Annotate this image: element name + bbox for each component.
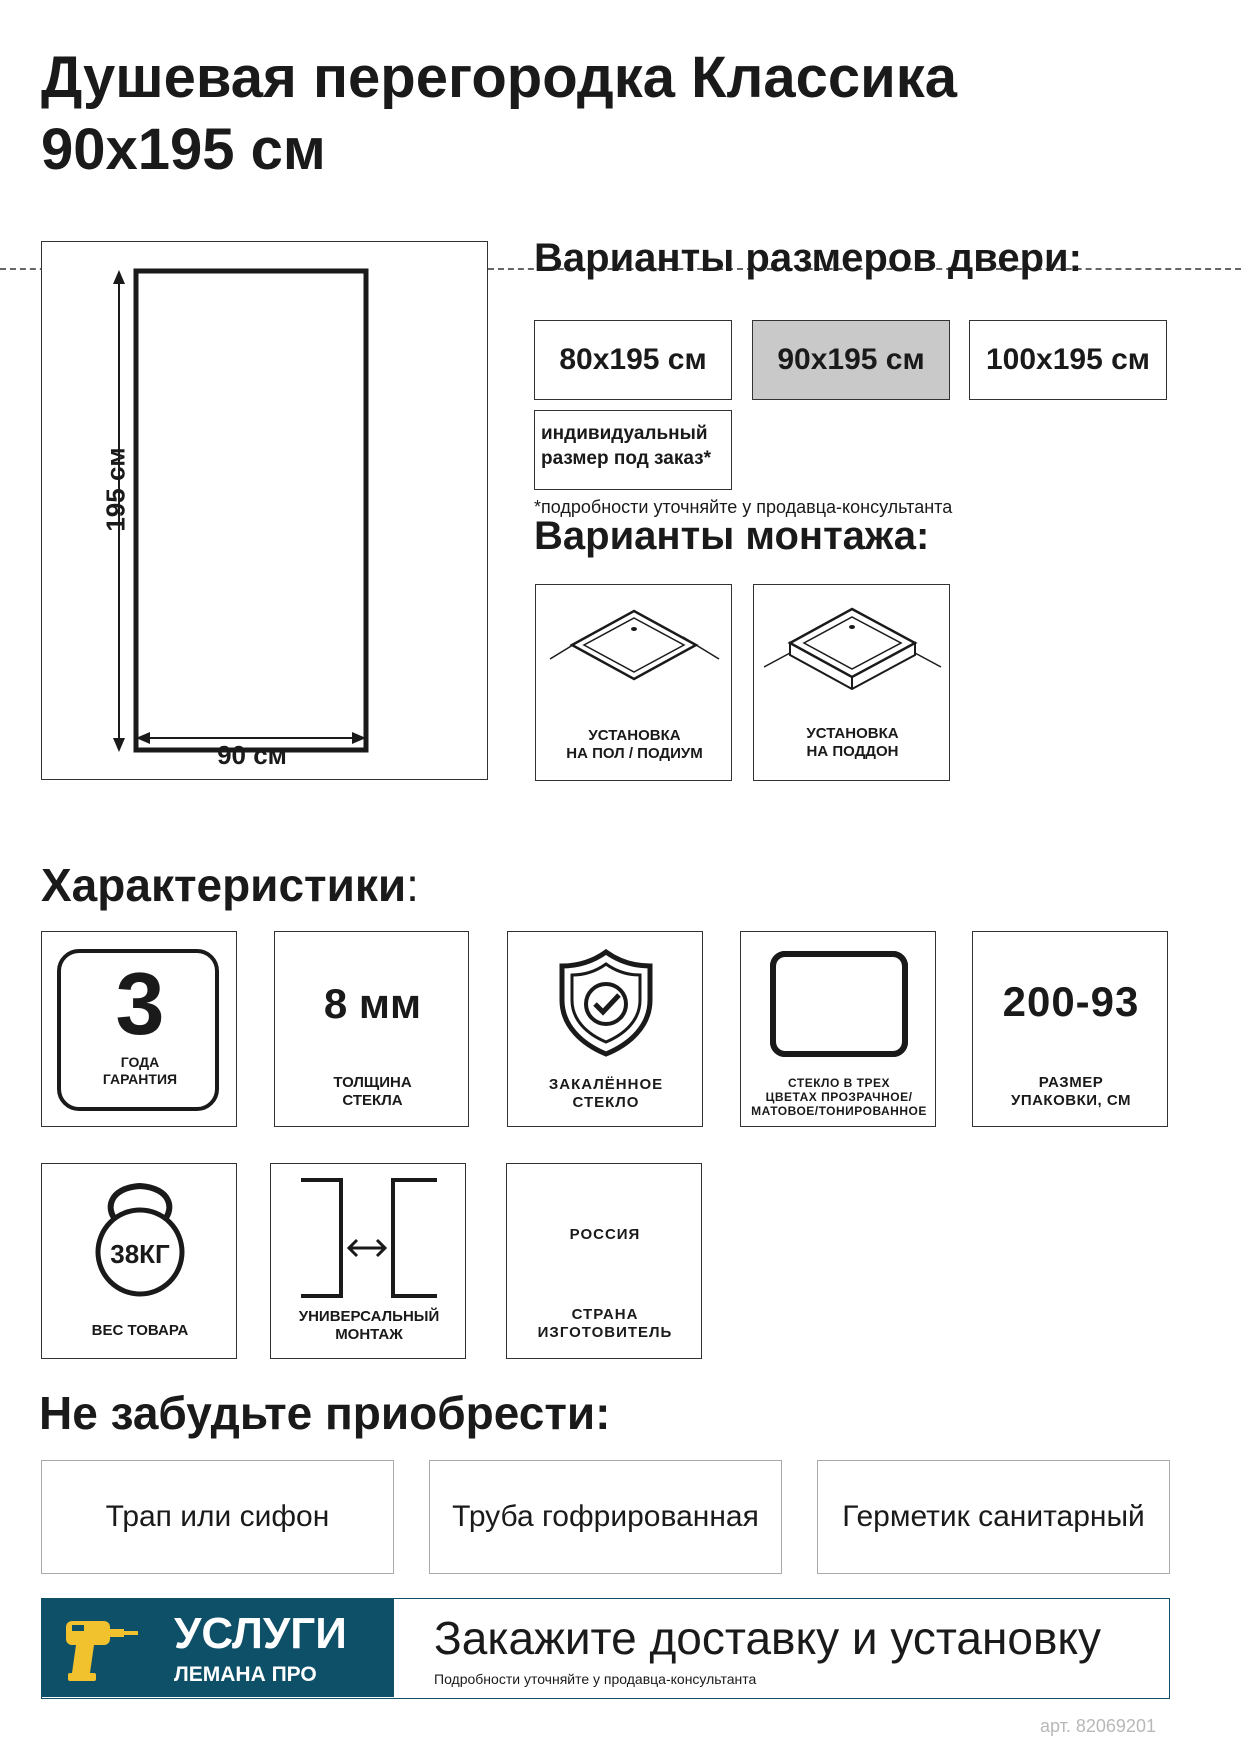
- thickness-value: 8 мм: [323, 980, 422, 1027]
- accessory-item-sealant[interactable]: [817, 1460, 1170, 1574]
- size-option-80[interactable]: [534, 320, 732, 400]
- caption-line-2: ГАРАНТИЯ: [102, 1071, 178, 1087]
- size-option-label: 90x195 см: [777, 343, 925, 376]
- specs-heading: [41, 858, 419, 912]
- caption-line-1: ГОДА: [120, 1054, 160, 1070]
- title-line-2: 90x195 см: [41, 117, 326, 182]
- caption-line-1: СТЕКЛО В ТРЕХ: [788, 1076, 890, 1090]
- title-line-1: Душевая перегородка Классика: [41, 45, 958, 110]
- caption-line-2: НА ПОДДОН: [806, 743, 899, 760]
- mounting-tray-caption: [754, 725, 951, 761]
- spec-package: [972, 931, 1168, 1127]
- services-banner[interactable]: [41, 1598, 1170, 1699]
- specs-heading-colon: :: [406, 859, 419, 911]
- country-value: РОССИЯ: [569, 1226, 641, 1243]
- accessories-heading: Не забудьте приобрести:: [39, 1387, 611, 1439]
- caption-line-1: ЗАКАЛЁННОЕ: [548, 1076, 664, 1093]
- door-sizes-heading: Варианты размеров двери:: [534, 236, 1082, 280]
- door-diagram: [41, 241, 488, 780]
- caption-line-3: МАТОВОЕ/ТОНИРОВАННОЕ: [751, 1104, 927, 1118]
- accessory-item-pipe[interactable]: [429, 1460, 782, 1574]
- banner-brand-block: [42, 1599, 394, 1697]
- mounting-option-floor[interactable]: [535, 584, 732, 781]
- banner-headline: Закажите доставку и установку: [434, 1612, 1102, 1664]
- glass-colors-caption: [741, 1076, 937, 1118]
- page-title: [41, 42, 957, 186]
- banner-brand-line-2: ЛЕМАНА ПРО: [174, 1663, 317, 1686]
- accessory-label: Герметик санитарный: [842, 1500, 1145, 1533]
- size-option-90-selected[interactable]: [752, 320, 950, 400]
- thickness-caption: [275, 1074, 470, 1110]
- caption-line-1: СТРАНА: [571, 1306, 639, 1323]
- accessory-label: Труба гофрированная: [452, 1500, 759, 1533]
- size-footnote: *подробности уточняйте у продавца-консультанта: [534, 497, 953, 517]
- package-caption: [973, 1074, 1169, 1110]
- mounting-floor-caption: [536, 727, 733, 763]
- specs-heading-text: Характеристики: [41, 859, 407, 911]
- spec-universal-mount: [270, 1163, 466, 1359]
- spec-glass-colors: [740, 931, 936, 1127]
- mounting-option-tray[interactable]: [753, 584, 950, 781]
- caption-line-2: ИЗГОТОВИТЕЛЬ: [537, 1324, 673, 1341]
- article-number: арт. 82069201: [1040, 1716, 1156, 1736]
- size-option-100[interactable]: [969, 320, 1167, 400]
- warranty-caption: [42, 1054, 238, 1088]
- tempered-caption: [508, 1076, 704, 1112]
- accessory-label: Трап или сифон: [105, 1500, 330, 1533]
- mounting-heading: Варианты монтажа:: [534, 514, 930, 558]
- caption-line-1: УСТАНОВКА: [588, 727, 681, 744]
- height-dimension-label: 195 см: [100, 447, 131, 532]
- caption-line-2: МОНТАЖ: [335, 1326, 403, 1343]
- shield-check-icon: [556, 948, 656, 1058]
- spec-thickness: [274, 931, 469, 1127]
- drill-icon: [62, 1617, 142, 1683]
- weight-value: 38КГ: [110, 1239, 170, 1269]
- banner-brand-line-1: УСЛУГИ: [174, 1609, 347, 1658]
- universal-mount-caption: [271, 1308, 467, 1344]
- size-option-label: 80x195 см: [559, 343, 707, 376]
- width-dimension-label: 90 см: [217, 740, 287, 770]
- spec-tempered: [507, 931, 703, 1127]
- warranty-value: 3: [115, 954, 165, 1053]
- caption-line-2: НА ПОЛ / ПОДИУМ: [566, 745, 703, 762]
- size-option-label: 100x195 см: [985, 343, 1150, 376]
- caption-line-2: СТЕКЛО: [572, 1094, 640, 1111]
- caption-line-2: СТЕКЛА: [342, 1092, 403, 1109]
- caption-line-1: ТОЛЩИНА: [333, 1074, 412, 1091]
- caption-line-1: УСТАНОВКА: [806, 725, 899, 742]
- banner-subtext: Подробности уточняйте у продавца-консультанта: [434, 1671, 757, 1687]
- custom-size-line-1: индивидуальный: [541, 423, 708, 444]
- spec-country: [506, 1163, 702, 1359]
- caption-line-2: УПАКОВКИ, СМ: [1010, 1092, 1131, 1109]
- glass-pane-icon: [769, 950, 909, 1058]
- universal-mount-icon: [299, 1176, 439, 1300]
- caption-line-1: РАЗМЕР: [1038, 1074, 1104, 1091]
- accessory-item-drain[interactable]: [41, 1460, 394, 1574]
- custom-size-line-2: размер под заказ*: [541, 448, 711, 469]
- caption-line-2: ЦВЕТАХ ПРОЗРАЧНОЕ/: [765, 1090, 913, 1104]
- spec-warranty: [41, 931, 237, 1127]
- weight-caption: ВЕС ТОВАРА: [91, 1322, 189, 1339]
- custom-size-option[interactable]: [534, 410, 732, 490]
- spec-weight: [41, 1163, 237, 1359]
- caption-line-1: УНИВЕРСАЛЬНЫЙ: [298, 1308, 440, 1325]
- package-value: 200-93: [1002, 978, 1140, 1025]
- country-caption: [507, 1306, 703, 1342]
